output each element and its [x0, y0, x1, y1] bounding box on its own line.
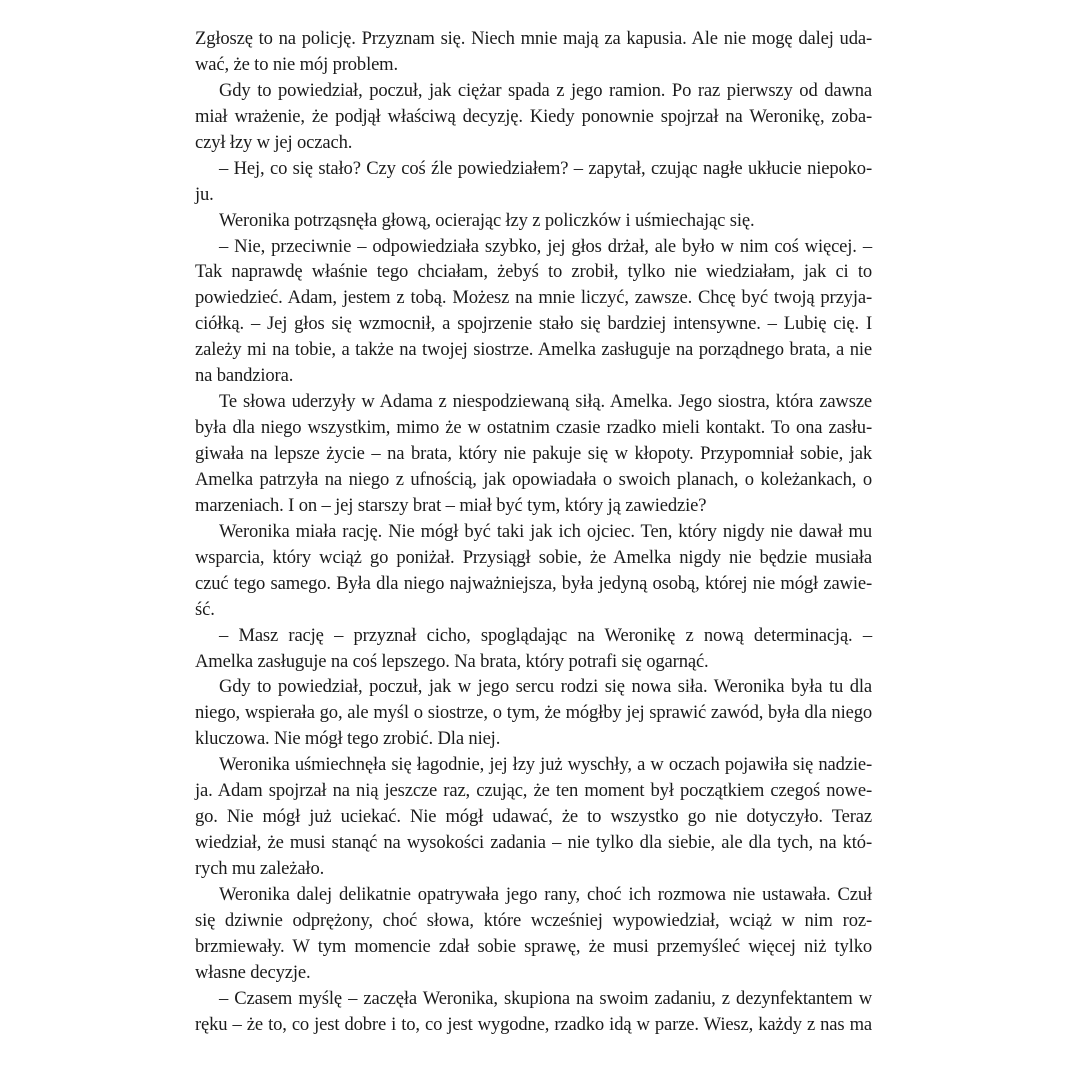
text-line: – Masz rację – przyznał cicho, spoglądając na Weronikę z nową determinacją. –: [219, 624, 872, 646]
text-line: Zgłoszę to na policję. Przyznam się. Niech mnie mają za kapusia. Ale nie mogę dalej uda-: [195, 28, 872, 49]
text-line: Gdy to powiedział, poczuł, jak w jego sercu rodzi się nowa siła. Weronika była tu dla: [219, 676, 872, 698]
text-line: ju.: [195, 183, 214, 205]
text-line: – Hej, co się stało? Czy coś źle powiedziałem? – zapytał, czując nagłe ukłucie niepoko-: [219, 157, 872, 179]
text-line: Weronika dalej delikatnie opatrywała jego rany, choć ich rozmowa nie ustawała. Czuł: [219, 883, 872, 905]
text-line: giwała na lepsze życie – na brata, który nie pakuje się w kłopoty. Przypomniał sobie, jak: [195, 443, 872, 464]
text-line: wać, że to nie mój problem.: [195, 53, 398, 75]
text-line: – Nie, przeciwnie – odpowiedziała szybko, jej głos drżał, ale było w nim coś więcej. –: [219, 235, 872, 257]
text-line: zależy mi na tobie, a także na twojej siostrze. Amelka zasługuje na porządnego brata, a nie: [195, 339, 872, 361]
text-line: brzmiewały. W tym momencie zdał sobie sprawę, że musi przemyśleć więcej niż tylko: [195, 935, 872, 957]
text-line: Weronika uśmiechnęła się łagodnie, jej łzy już wyschły, a w oczach pojawiła się nadzie-: [219, 754, 872, 776]
text-line: niego, wspierała go, ale myśl o siostrze, o tym, że mógłby jej sprawić zawód, była dla niego: [195, 702, 872, 724]
text-line: Weronika miała rację. Nie mógł być taki jak ich ojciec. Ten, który nigdy nie dawał mu: [219, 520, 872, 542]
text-line: Amelka zasługuje na coś lepszego. Na brata, który potrafi się ogarnąć.: [195, 650, 709, 672]
text-line: ja. Adam spojrzał na nią jeszcze raz, czując, że ten moment był początkiem czegoś nowe-: [195, 780, 872, 802]
text-line: go. Nie mógł już uciekać. Nie mógł udawać, że to wszystko go nie dotyczyło. Teraz: [195, 806, 872, 828]
text-line: powiedzieć. Adam, jestem z tobą. Możesz na mnie liczyć, zawsze. Chcę być twoją przyja-: [195, 287, 872, 309]
text-line: – Czasem myślę – zaczęła Weronika, skupiona na swoim zadaniu, z dezynfektantem w: [219, 987, 872, 1009]
text-line: marzeniach. I on – jej starszy brat – miał być tym, który ją zawiedzie?: [195, 494, 707, 516]
text-line: ciółką. – Jej głos się wzmocnił, a spojrzenie stało się bardziej intensywne. – Lubię cię. I: [195, 313, 872, 335]
text-line: Tak naprawdę właśnie tego chciałam, żebyś to zrobił, tylko nie wiedziałam, jak ci to: [195, 261, 872, 283]
text-line: miał wrażenie, że podjął właściwą decyzję. Kiedy ponownie spojrzał na Weronikę, zoba-: [195, 105, 872, 127]
text-line: Te słowa uderzyły w Adama z niespodziewaną siłą. Amelka. Jego siostra, która zawsze: [219, 391, 872, 413]
text-line: kluczowa. Nie mógł tego zrobić. Dla niej.: [195, 728, 501, 750]
text-line: czył łzy w jej oczach.: [195, 131, 353, 153]
text-line: ść.: [195, 598, 215, 620]
text-line: Weronika potrząsnęła głową, ocierając łzy z policzków i uśmiechając się.: [219, 209, 755, 231]
text-line: Gdy to powiedział, poczuł, jak ciężar spada z jego ramion. Po raz pierwszy od dawna: [219, 79, 872, 101]
text-line: ręku – że to, co jest dobre i to, co jest wygodne, rzadko idą w parze. Wiesz, każdy z nas ma: [195, 1013, 872, 1035]
text-line: rych mu zależało.: [195, 858, 325, 879]
text-line: wsparcia, który wciąż go poniżał. Przysiągł sobie, że Amelka nigdy nie będzie musiała: [195, 546, 872, 568]
text-line: wiedział, że musi stanąć na wysokości zadania – nie tylko dla siebie, ale dla tych, na któ-: [195, 832, 872, 854]
text-line: na bandziora.: [195, 365, 294, 387]
text-line: była dla niego wszystkim, mimo że w ostatnim czasie rzadko mieli kontakt. To ona zasłu-: [195, 417, 872, 439]
text-line: własne decyzje.: [195, 961, 311, 983]
text-line: Amelka patrzyła na niego z ufnością, jak opowiadała o swoich planach, o koleżankach, o: [195, 468, 872, 490]
book-page: [195, 26, 872, 1038]
text-line: się dziwnie odprężony, choć słowa, które wcześniej wypowiedział, wciąż w nim roz-: [195, 909, 872, 931]
text-line: czuć tego samego. Była dla niego najważniejsza, była jedyną osobą, której nie mógł zawie-: [195, 572, 872, 594]
